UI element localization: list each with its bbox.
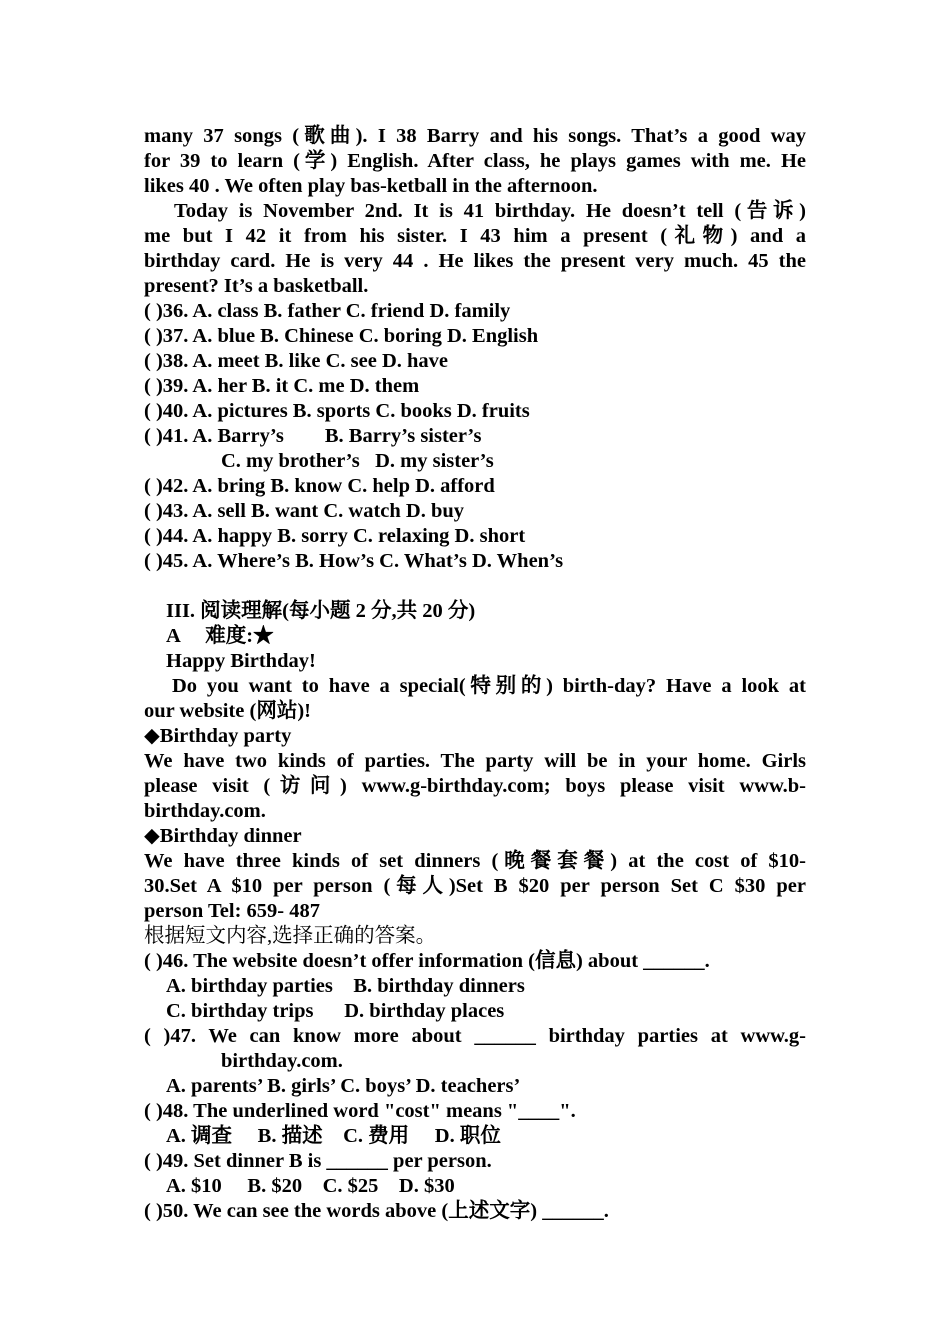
cloze-question: ( )40. A. pictures B. sports C. books D. fruits bbox=[144, 400, 530, 422]
reading-question: ( )49. Set dinner B is ______ per person. bbox=[144, 1150, 492, 1172]
passage-line: Today is November 2nd. It is 41 birthday. He doesn’t tell (告诉) bbox=[174, 200, 806, 222]
cloze-question: ( )41. A. Barry’s B. Barry’s sister’s bbox=[144, 425, 482, 447]
reading-question: ( )48. The underlined word "cost" means "____". bbox=[144, 1100, 576, 1122]
passage-line: likes 40 . We often play bas-ketball in the afternoon. bbox=[144, 175, 598, 197]
question-options: C. birthday trips D. birthday places bbox=[166, 1000, 505, 1022]
spacer bbox=[144, 574, 806, 599]
cloze-question: ( )44. A. happy B. sorry C. relaxing D. short bbox=[144, 525, 526, 547]
cloze-question: ( )37. A. blue B. Chinese C. boring D. English bbox=[144, 325, 539, 347]
reading-question: ( )50. We can see the words above (上述文字) ______. bbox=[144, 1200, 609, 1222]
question-options: A. $10 B. $20 C. $25 D. $30 bbox=[166, 1175, 455, 1197]
passage-line: many 37 songs (歌曲). I 38 Barry and his songs. That’s a good way bbox=[144, 125, 806, 147]
cloze-question: ( )39. A. her B. it C. me D. them bbox=[144, 375, 420, 397]
reading-line: birthday.com. bbox=[144, 800, 266, 822]
cloze-question: ( )42. A. bring B. know C. help D. afford bbox=[144, 475, 495, 497]
passage-line: me but I 42 it from his sister. I 43 him a present (礼物) and a bbox=[144, 225, 806, 247]
document-page bbox=[144, 124, 806, 1224]
dinner-heading: ◆Birthday dinner bbox=[144, 825, 302, 847]
reading-question: birthday.com. bbox=[221, 1050, 343, 1072]
reading-title: Happy Birthday! bbox=[166, 650, 316, 672]
passage-line: for 39 to learn (学) English. After class, he plays games with me. He bbox=[144, 150, 806, 172]
reading-line: our website (网站)! bbox=[144, 700, 312, 722]
question-options: A. birthday parties B. birthday dinners bbox=[166, 975, 525, 997]
reading-line: We have two kinds of parties. The party will be in your home. Girls bbox=[144, 750, 806, 772]
reading-line: 30.Set A $10 per person (每人)Set B $20 per person Set C $30 per bbox=[144, 875, 806, 897]
reading-line: person Tel: 659- 487 bbox=[144, 900, 320, 922]
reading-line: We have three kinds of set dinners (晚餐套餐) at the cost of $10- bbox=[144, 850, 806, 872]
cloze-question: ( )43. A. sell B. want C. watch D. buy bbox=[144, 500, 465, 522]
part-label: A 难度:★ bbox=[166, 625, 274, 647]
passage-line: present? It’s a basketball. bbox=[144, 275, 369, 297]
cloze-question: ( )45. A. Where’s B. How’s C. What’s D. When’s bbox=[144, 550, 564, 572]
party-heading: ◆Birthday party bbox=[144, 725, 292, 747]
cloze-question: ( )38. A. meet B. like C. see D. have bbox=[144, 350, 449, 372]
cloze-question: ( )36. A. class B. father C. friend D. family bbox=[144, 300, 511, 322]
question-options: A. 调查 B. 描述 C. 费用 D. 职位 bbox=[166, 1125, 501, 1147]
question-options: A. parents’ B. girls’ C. boys’ D. teachers’ bbox=[166, 1075, 521, 1097]
instruction: 根据短文内容,选择正确的答案。 bbox=[144, 925, 437, 947]
reading-line: please visit (访问) www.g-birthday.com; boys please visit www.b- bbox=[144, 775, 806, 797]
reading-question: ( )46. The website doesn’t offer information (信息) about ______. bbox=[144, 950, 710, 972]
section-heading: III. 阅读理解(每小题 2 分,共 20 分) bbox=[166, 600, 476, 622]
passage-line: birthday card. He is very 44 . He likes the present very much. 45 the bbox=[144, 250, 806, 272]
reading-question: ( )47. We can know more about ______ birthday parties at www.g- bbox=[144, 1025, 806, 1047]
cloze-question-options: C. my brother’s D. my sister’s bbox=[221, 450, 494, 472]
reading-line: Do you want to have a special(特别的) birth-day? Have a look at bbox=[172, 675, 806, 697]
